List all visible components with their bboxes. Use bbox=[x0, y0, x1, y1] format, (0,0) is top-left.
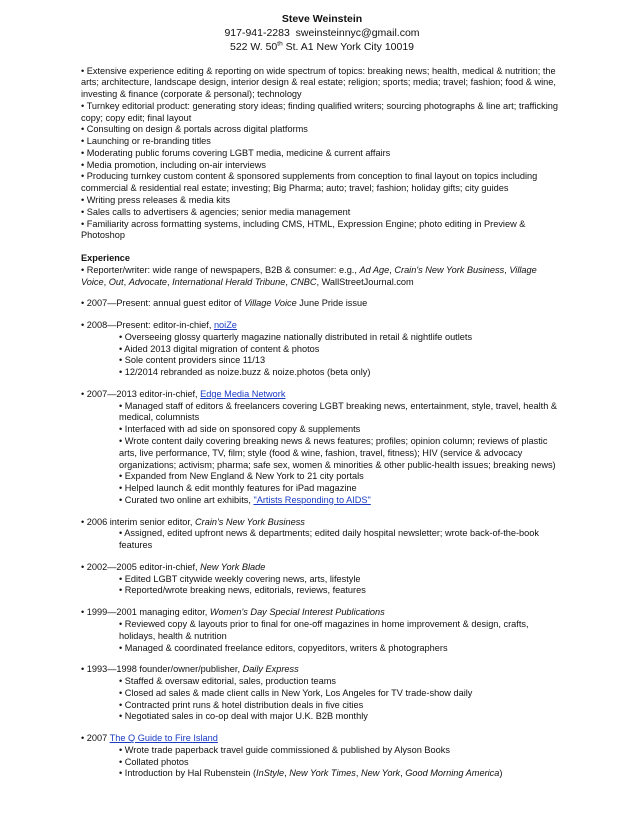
experience-heading: Experience bbox=[81, 253, 131, 264]
resume-page bbox=[81, 13, 563, 780]
address-part: St. A1 New York City 10019 bbox=[282, 40, 415, 53]
skill-item: • Producing turnkey custom content & sponsored supplements from conception to final layout on topics including commercial & residential real estate; investing; Big Pharma; auto; travel; fashion; holiday gifts; city guides bbox=[81, 171, 538, 194]
entry-detail: • Negotiated sales in co-op deal with major U.K. B2B monthly bbox=[119, 711, 368, 722]
text: June Pride issue bbox=[296, 298, 368, 309]
resume-header bbox=[81, 13, 563, 55]
text: • 1999—2001 managing editor, bbox=[81, 607, 210, 618]
skill-item: • Writing press releases & media kits bbox=[81, 195, 231, 205]
publication-title: Village Voice bbox=[244, 298, 297, 309]
entry-detail: • Introduction by Hal Rubenstein (InStyle, New York Times, New York, Good Morning America) bbox=[119, 768, 503, 779]
publication-title: Crain's New York Business bbox=[394, 264, 505, 275]
entry-detail: • Collated photos bbox=[119, 756, 189, 767]
entry-blade bbox=[81, 562, 563, 597]
entry-detail: • Managed staff of editors & freelancers covering LGBT breaking news, entertainment, style, travel, health & medical, columnists bbox=[119, 400, 557, 423]
text: • 2002—2005 editor-in-chief, bbox=[81, 561, 201, 572]
publication-title: InStyle bbox=[256, 768, 285, 779]
phone-number: 917-941-2283 bbox=[224, 26, 290, 39]
publication-title: Crain's New York Business bbox=[195, 516, 305, 527]
artists-responding-link[interactable]: "Artists Responding to AIDS" bbox=[253, 494, 371, 505]
text: WallStreetJournal.com bbox=[321, 276, 414, 287]
publication-title: New York Times bbox=[289, 768, 356, 779]
entry-title bbox=[81, 733, 563, 745]
publication-title: Village Voice bbox=[81, 264, 537, 287]
entry-title bbox=[81, 389, 563, 401]
entry-womens-day bbox=[81, 607, 563, 654]
entry-title bbox=[81, 562, 563, 574]
skill-item: • Consulting on design & portals across digital platforms bbox=[81, 124, 308, 135]
publication-title: New York Blade bbox=[200, 561, 266, 572]
entry-detail: • Reported/wrote breaking news, editorials, reviews, features bbox=[119, 585, 366, 596]
text: • Curated two online art exhibits, bbox=[119, 494, 254, 505]
entry-noize bbox=[81, 320, 563, 379]
skill-item: • Turnkey editorial product: generating story ideas; finding qualified writers; sourcing photographs & line art; trafficking copy; copy edit; final layout bbox=[81, 100, 558, 123]
street-address bbox=[81, 41, 563, 55]
skill-item: • Launching or re-branding titles bbox=[81, 136, 211, 147]
publication-title: CNBC bbox=[290, 276, 317, 287]
text: • 2007—Present: annual guest editor of bbox=[81, 298, 245, 309]
publication-title: Women's Day Special Interest Publications bbox=[209, 607, 385, 618]
entry-crains bbox=[81, 517, 563, 552]
entry-detail: • Sole content providers since 11/13 bbox=[119, 355, 266, 366]
publication-title: International Herald Tribune bbox=[172, 276, 286, 287]
text: • 2006 interim senior editor, bbox=[81, 516, 196, 527]
skill-item: • Sales calls to advertisers & agencies; senior media management bbox=[81, 206, 351, 217]
entry-detail: • Assigned, edited upfront news & departments; edited daily hospital newsletter; wrote back-of-the-book features bbox=[119, 528, 539, 551]
entry-detail: • 12/2014 rebranded as noize.buzz & noize.photos (beta only) bbox=[119, 367, 371, 378]
noize-link[interactable]: noiZe bbox=[213, 320, 237, 331]
entry-daily-express bbox=[81, 664, 563, 723]
entry-detail: • Helped launch & edit monthly features for iPad magazine bbox=[119, 483, 357, 494]
fire-island-guide-link[interactable]: The Q Guide to Fire Island bbox=[109, 733, 218, 744]
experience-intro: • Reporter/writer: wide range of newspapers, B2B & consumer: e.g., Ad Age, Crain's New York Business, Village Voice, Out, Advocate, International Herald Tribune, CNBC, WallStreetJournal.com bbox=[81, 264, 537, 287]
entry-detail: • Aided 2013 digital migration of content & photos bbox=[119, 343, 320, 354]
publication-title: Good Morning America bbox=[405, 768, 500, 779]
entry-detail: • Contracted print runs & hotel distribution deals in five cities bbox=[119, 699, 364, 710]
text: • Reporter/writer: wide range of newspapers, B2B & consumer: e.g., bbox=[81, 264, 360, 275]
publication-title: Advocate bbox=[128, 276, 167, 287]
entry-detail: • Wrote trade paperback travel guide commissioned & published by Alyson Books bbox=[119, 744, 450, 755]
entry-detail: • Interfaced with ad side on sponsored copy & supplements bbox=[119, 424, 361, 435]
entry-title bbox=[81, 664, 563, 676]
text: • 1993—1998 founder/owner/publisher, bbox=[81, 664, 243, 675]
entry-village-voice bbox=[81, 298, 563, 310]
text: • 2007 bbox=[81, 733, 110, 744]
text: • 2008—Present: editor-in-chief, bbox=[81, 320, 214, 331]
entry-detail: • Closed ad sales & made client calls in New York, Los Angeles for TV trade-show daily bbox=[119, 687, 473, 698]
entry-detail: • Edited LGBT citywide weekly covering news, arts, lifestyle bbox=[119, 573, 361, 584]
entry-title bbox=[81, 517, 563, 529]
skill-item: • Media promotion, including on-air interviews bbox=[81, 159, 267, 170]
entry-detail: • Reviewed copy & layouts prior to final for one-off magazines in home improvement & design, crafts, holidays, health & nutrition bbox=[119, 618, 529, 641]
text: • Introduction by Hal Rubenstein ( bbox=[119, 768, 257, 779]
entry-detail: • Overseeing glossy quarterly magazine nationally distributed in retail & nightlife outlets bbox=[119, 331, 473, 342]
entry-title bbox=[81, 320, 563, 332]
skill-item: • Familiarity across formatting systems, including CMS, HTML, Expression Engine; photo editing in Preview & Photoshop bbox=[81, 218, 526, 241]
text: • 2007—2013 editor-in-chief, bbox=[81, 388, 201, 399]
entry-title bbox=[81, 607, 563, 619]
skills-list bbox=[81, 66, 563, 242]
entry-detail: • Expanded from New England & New York to 21 city portals bbox=[119, 471, 364, 482]
publication-title: Daily Express bbox=[242, 664, 299, 675]
email-address[interactable]: sweinsteinnyc@gmail.com bbox=[295, 26, 420, 39]
entry-detail: • Staffed & oversaw editorial, sales, production teams bbox=[119, 676, 337, 687]
skill-item: • Extensive experience editing & reporting on wide spectrum of topics: breaking news; health, medical & nutrition; the arts; architecture, landscape design, interior design & real estate; religion; sports; media; travel; fashion; food & wine, investing & finance (corporate & personal); technology bbox=[81, 65, 556, 100]
address-part: 522 W. 50 bbox=[229, 40, 278, 53]
entry-detail bbox=[81, 495, 563, 507]
publication-title: New York bbox=[360, 768, 401, 779]
publication-title: Out bbox=[108, 276, 124, 287]
publication-title: Ad Age bbox=[359, 264, 390, 275]
entry-fire-island bbox=[81, 733, 563, 780]
contact-line bbox=[81, 27, 563, 41]
candidate-name: Steve Weinstein bbox=[281, 13, 363, 25]
entry-detail: • Managed & coordinated freelance editors, copyeditors, writers & photographers bbox=[119, 642, 448, 653]
entry-detail: • Wrote content daily covering breaking news & news features; profiles; opinion column; reviews of plastic arts, live performance, TV, film; style (food & wine, fashion, travel, fitness); HIV (service & advocacy organizations; activism; pharma; safe sex, women & minorities & other public-health issues; breaking news) bbox=[119, 436, 556, 470]
entry-edge bbox=[81, 389, 563, 507]
text: ) bbox=[499, 768, 503, 779]
edge-media-network-link[interactable]: Edge Media Network bbox=[200, 388, 286, 399]
skill-item: • Moderating public forums covering LGBT media, medicine & current affairs bbox=[81, 147, 391, 158]
address-superscript: th bbox=[277, 40, 283, 48]
